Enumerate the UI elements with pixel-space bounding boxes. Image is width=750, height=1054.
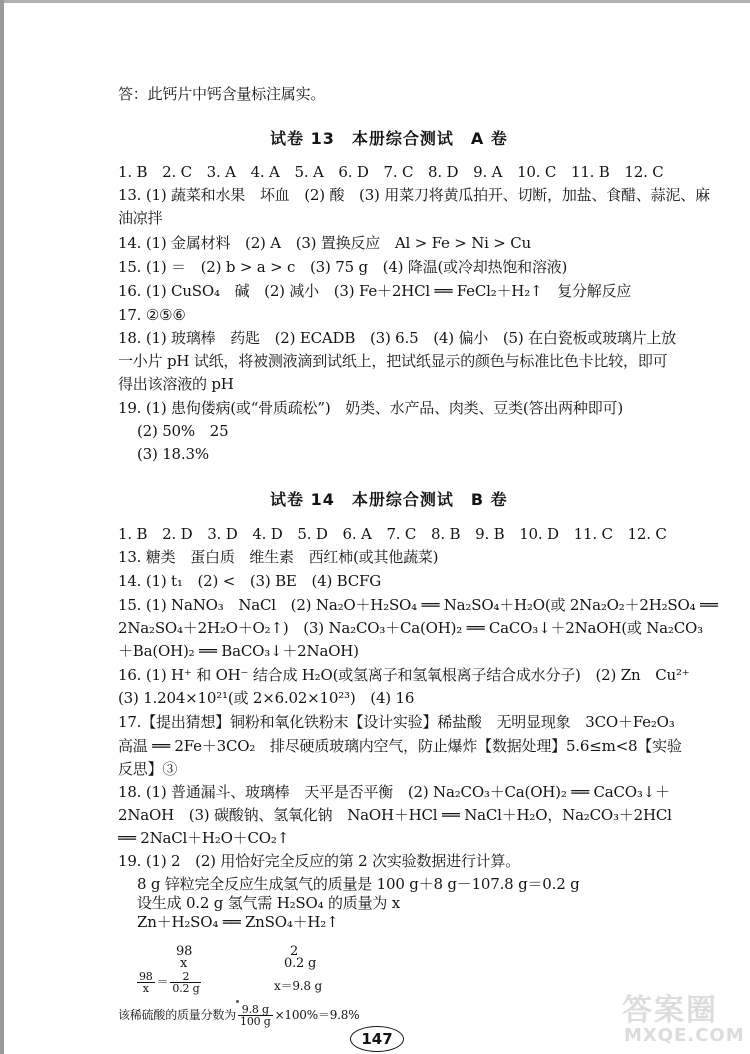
s14-line-2: 13. 糖类 蛋白质 维生素 西红柿(或其他蔬菜): [118, 548, 439, 566]
s14-line-18: Zn＋H₂SO₄ ══ ZnSO₄＋H₂↑: [137, 913, 339, 931]
mass-fraction-label: 该稀硫酸的质量分数为: [118, 1008, 237, 1022]
calc-x-result: x＝9.8 g: [274, 979, 322, 993]
s14-line-7: 16. (1) H⁺ 和 OH⁻ 结合成 H₂O(或氢离子和氢氧根离子结合成水分子) (2) Zn Cu²⁺: [118, 666, 690, 684]
s13-line-12: (2) 50% 25: [137, 422, 229, 440]
s13-line-7: 17. ②⑤⑥: [118, 306, 186, 324]
fraction-98-over-x: $\frac{98}{x}$: [139, 970, 153, 995]
fraction-2-over-0-2g: $\frac{2}{0.2 g}$: [172, 970, 200, 995]
calc-mass-fraction: [118, 1004, 359, 1027]
s14-line-11: 反思】③: [118, 760, 178, 778]
calc-proportion: [135, 971, 203, 994]
s13-line-8: 18. (1) 玻璃棒 药匙 (2) ECADB (3) 6.5 (4) 偏小 (5) 在白瓷板或玻璃片上放: [118, 329, 677, 347]
s14-line-1: 1. B 2. D 3. D 4. D 5. D 6. A 7. C 8. B 9. B 10. D 11. C 12. C: [118, 525, 667, 543]
section-13-title: 试卷 13 本册综合测试 A 卷: [270, 129, 508, 148]
mass-fraction-result: ×100%＝9.8%: [274, 1008, 360, 1022]
s13-line-2: 13. (1) 蔬菜和水果 坏血 (2) 酸 (3) 用菜刀将黄瓜拍开、切断，加盐、食醋、蒜泥、麻: [118, 186, 710, 204]
intro-line: 答：此钙片中钙含量标注属实。: [118, 85, 326, 103]
calc-x: x: [180, 956, 188, 971]
s14-line-13: 2NaOH (3) 碳酸钠、氢氧化钠 NaOH＋HCl ══ NaCl＋H₂O，Na₂CO₃＋2HCl: [118, 806, 672, 824]
s14-line-3: 14. (1) t₁ (2) < (3) BE (4) BCFG: [118, 572, 382, 590]
s13-line-11: 19. (1) 患佝偻病(或“骨质疏松”) 奶类、水产品、肉类、豆类(答出两种即可): [118, 399, 623, 417]
s13-line-5: 15. (1) ＝ (2) b > a > c (3) 75 g (4) 降温(或冷却热饱和溶液): [118, 258, 568, 276]
s14-line-8: (3) 1.204×10²¹(或 2×6.02×10²³) (4) 16: [118, 689, 415, 707]
section-14-title: 试卷 14 本册综合测试 B 卷: [270, 490, 508, 509]
s14-line-9: 17.【提出猜想】铜粉和氧化铁粉末【设计实验】稀盐酸 无明显现象 3CO＋Fe₂O₃: [118, 713, 675, 731]
watermark-logo: 答案圈: [622, 993, 718, 1028]
calc-0-2g: 0.2 g: [284, 956, 317, 971]
s14-line-17: 设生成 0.2 g 氢气需 H₂SO₄ 的质量为 x: [137, 894, 401, 912]
s14-line-6: ＋Ba(OH)₂ ══ BaCO₃↓＋2NaOH): [118, 642, 359, 660]
page-number: 147: [350, 1026, 404, 1052]
calc-98: 98: [176, 944, 193, 959]
s13-line-3: 油凉拌: [118, 209, 163, 227]
s14-line-10: 高温 ══ 2Fe＋3CO₂ 排尽硬质玻璃内空气，防止爆炸【数据处理】5.6≤m<8【实验: [118, 737, 682, 755]
s13-line-9: 一小片 pH 试纸，将被测液滴到试纸上，把试纸显示的颜色与标准比色卡比较，即可: [118, 352, 668, 370]
s14-line-4: 15. (1) NaNO₃ NaCl (2) Na₂O＋H₂SO₄ ══ Na₂SO₄＋H₂O(或 2Na₂O₂＋2H₂SO₄ ══: [118, 596, 718, 614]
s13-line-4: 14. (1) 金属材料 (2) A (3) 置换反应 Al > Fe > Ni > Cu: [118, 234, 531, 252]
s13-line-6: 16. (1) CuSO₄ 碱 (2) 减小 (3) Fe＋2HCl ══ FeCl₂＋H₂↑ 复分解反应: [118, 282, 632, 300]
s14-line-16: 8 g 锌粒完全反应生成氢气的质量是 100 g＋8 g－107.8 g＝0.2 g: [137, 875, 580, 893]
s13-line-13: (3) 18.3%: [137, 445, 209, 463]
s13-line-1: 1. B 2. C 3. A 4. A 5. A 6. D 7. C 8. D 9. A 10. C 11. B 12. C: [118, 163, 664, 181]
stray-dot: [236, 1000, 239, 1003]
watermark-url: MXQE.COM: [624, 1025, 745, 1046]
watermark: [610, 985, 750, 1054]
fraction-9-8g-over-100g: $\frac{9.8 g}{100 g}$: [240, 1003, 271, 1028]
s14-line-5: 2Na₂SO₄＋2H₂O＋O₂↑) (3) Na₂CO₃＋Ca(OH)₂ ══ CaCO₃↓＋2NaOH(或 Na₂CO₃: [118, 619, 703, 637]
s14-line-12: 18. (1) 普通漏斗、玻璃棒 天平是否平衡 (2) Na₂CO₃＋Ca(OH)₂ ══ CaCO₃↓＋: [118, 783, 670, 801]
s13-line-10: 得出该溶液的 pH: [118, 375, 234, 393]
s14-line-14: ══ 2NaCl＋H₂O＋CO₂↑: [118, 829, 290, 847]
calc-2: 2: [290, 944, 299, 959]
equals-sign: ＝: [156, 975, 169, 989]
s14-line-15: 19. (1) 2 (2) 用恰好完全反应的第 2 次实验数据进行计算。: [118, 852, 521, 870]
